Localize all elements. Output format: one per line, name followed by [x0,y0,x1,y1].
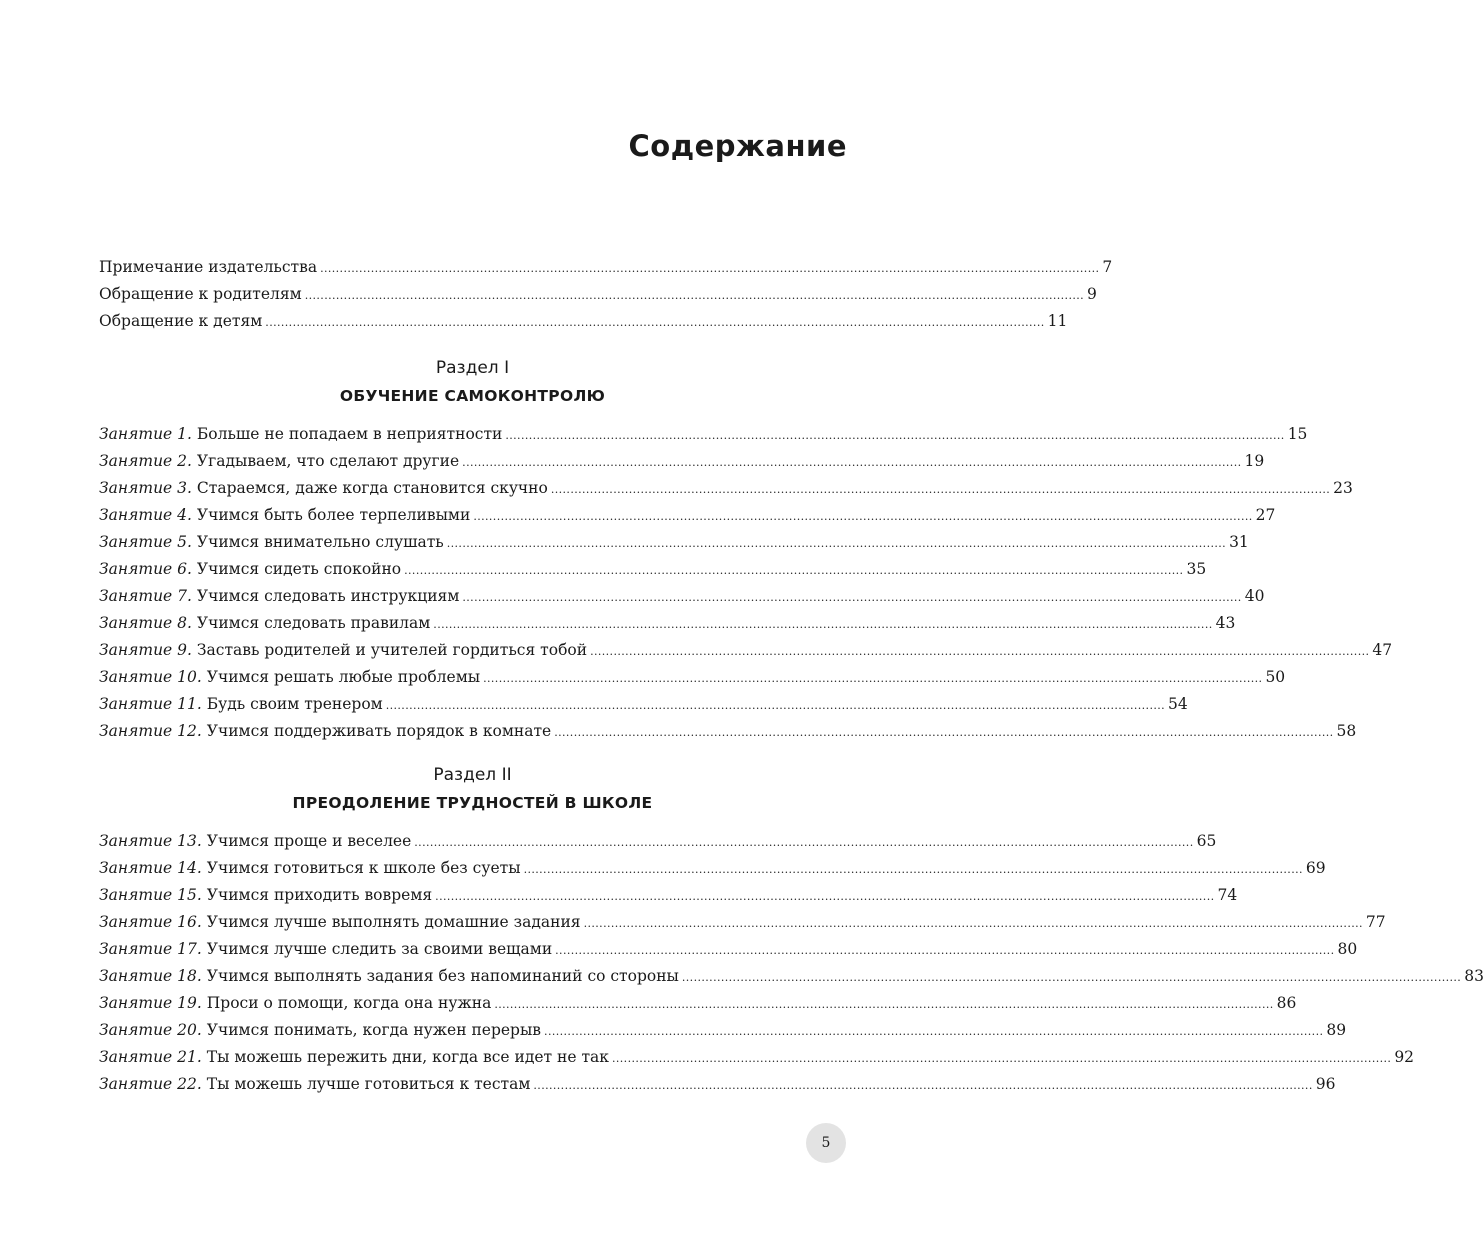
lesson-title: Учимся решать любые проблемы [206,668,481,686]
toc-entry-page: 65 [1196,832,1217,850]
dot-leader: ........................................................................................................................................................................................................ [533,1079,1313,1092]
toc-entry-label [99,610,430,637]
toc-entry[interactable] [99,1017,1347,1044]
toc-entry[interactable] [99,610,1236,637]
toc-entry-label [99,828,411,855]
toc-entry[interactable] [99,529,1249,556]
toc-entry-label: Обращение к детям [99,312,263,330]
toc-entry[interactable] [99,909,1386,936]
toc-entry-page: 86 [1276,994,1297,1012]
toc-entry-label [99,963,679,990]
toc-entry[interactable] [99,254,1113,281]
dot-leader: ........................................................................................................................................................................................................ [320,262,1100,275]
lesson-title: Стараемся, даже когда становится скучно [196,479,548,497]
toc-entry-page: 43 [1215,614,1236,632]
toc-entry-label: Обращение к родителям [99,285,302,303]
toc-entry-page: 83 [1464,967,1484,985]
toc-entry-label [99,421,502,448]
section-title: ПРЕОДОЛЕНИЕ ТРУДНОСТЕЙ В ШКОЛЕ [292,794,653,812]
section-name: Раздел I [435,358,510,378]
lesson-title: Учимся готовиться к школе без суеты [206,859,521,877]
toc-entry[interactable] [99,990,1297,1017]
lesson-title: Угадываем, что сделают другие [196,452,460,470]
toc-entry-page: 96 [1315,1075,1336,1093]
dot-leader: ........................................................................................................................................................................................................ [304,289,1085,302]
toc-entry-page: 58 [1336,722,1357,740]
lesson-title: Учимся следовать инструкциям [196,587,460,605]
lesson-number: Занятие 16. [99,913,202,931]
toc-entry[interactable] [99,855,1326,882]
toc-entry-label [99,637,587,664]
dot-leader: ........................................................................................................................................................................................................ [611,1052,1392,1065]
dot-leader: ........................................................................................................................................................................................................ [494,998,1274,1011]
dot-leader: ........................................................................................................................................................................................................ [446,537,1227,550]
lesson-number: Занятие 7. [99,587,192,605]
dot-leader: ........................................................................................................................................................................................................ [681,971,1462,984]
lesson-title: Учимся следовать правилам [196,614,431,632]
toc-section-1 [99,421,1393,745]
dot-leader: ........................................................................................................................................................................................................ [483,672,1263,685]
toc-entry[interactable] [99,308,1068,335]
toc-entry-label [99,718,551,745]
toc-entry-page: 40 [1244,587,1265,605]
lesson-number: Занятие 21. [99,1048,202,1066]
toc-entry-page: 69 [1305,859,1326,877]
dot-leader: ........................................................................................................................................................................................................ [462,591,1242,604]
lesson-number: Занятие 15. [99,886,202,904]
lesson-number: Занятие 2. [99,452,192,470]
toc-entry-label [99,882,432,909]
dot-leader: ........................................................................................................................................................................................................ [385,699,1166,712]
toc-entry[interactable] [99,963,1484,990]
toc-entry-label [99,475,548,502]
toc-entry-label [99,1044,609,1071]
toc-entry-label [99,1071,530,1098]
lesson-title: Учимся быть более терпеливыми [196,506,471,524]
lesson-title: Проси о помощи, когда она нужна [206,994,492,1012]
toc-entry-label [99,448,459,475]
lesson-title: Ты можешь лучше готовиться к тестам [206,1075,531,1093]
dot-leader: ........................................................................................................................................................................................................ [265,316,1045,329]
toc-entry-page: 74 [1217,886,1238,904]
toc-entry-label [99,583,459,610]
toc-entry-label [99,664,480,691]
lesson-title: Будь своим тренером [206,695,383,713]
toc-entry-page: 35 [1186,560,1207,578]
lesson-number: Занятие 14. [99,859,202,877]
section-header [99,356,846,408]
toc-entry[interactable] [99,664,1286,691]
toc-entry-page: 50 [1265,668,1286,686]
toc-entry[interactable] [99,583,1265,610]
toc-entry[interactable] [99,281,1097,308]
lesson-title: Учимся проще и веселее [206,832,412,850]
toc-entry[interactable] [99,1071,1336,1098]
lesson-number: Занятие 6. [99,560,192,578]
lesson-number: Занятие 10. [99,668,202,686]
lesson-number: Занятие 11. [99,695,202,713]
toc-entry-label: Примечание издательства [99,258,318,276]
dot-leader: ........................................................................................................................................................................................................ [433,618,1213,631]
lesson-number: Занятие 13. [99,832,202,850]
lesson-number: Занятие 3. [99,479,192,497]
dot-leader: ........................................................................................................................................................................................................ [473,510,1253,523]
toc-entry-label [99,936,552,963]
lesson-title: Заставь родителей и учителей гордиться тобой [196,641,588,659]
toc-entry-page: 92 [1394,1048,1415,1066]
lesson-title: Учимся лучше выполнять домашние задания [206,913,581,931]
toc-entry-page: 11 [1047,312,1068,330]
lesson-number: Занятие 8. [99,614,192,632]
toc-entry-page: 89 [1326,1021,1347,1039]
toc-entry-label [99,529,444,556]
lesson-title: Учимся выполнять задания без напоминаний со стороны [206,967,679,985]
toc-entry-label [99,855,521,882]
toc-entry-label [99,691,383,718]
dot-leader: ........................................................................................................................................................................................................ [404,564,1184,577]
toc-entry-page: 31 [1229,533,1249,551]
toc-entry[interactable] [99,448,1265,475]
page-number: 5 [806,1123,846,1163]
lesson-number: Занятие 17. [99,940,202,958]
toc-entry[interactable] [99,882,1238,909]
lesson-number: Занятие 5. [99,533,192,551]
lesson-title: Учимся лучше следить за своими вещами [206,940,553,958]
lesson-title: Учимся поддерживать порядок в комнате [206,722,552,740]
lesson-number: Занятие 9. [99,641,192,659]
lesson-number: Занятие 20. [99,1021,202,1039]
toc-entry-page: 80 [1337,940,1358,958]
section-title: ОБУЧЕНИЕ САМОКОНТРОЛЮ [339,387,606,405]
toc-entry-page: 15 [1287,425,1308,443]
lesson-title: Больше не попадаем в неприятности [196,425,503,443]
toc-entry[interactable] [99,502,1276,529]
toc-entry-page: 47 [1372,641,1393,659]
toc-entry[interactable] [99,637,1393,664]
toc-entry[interactable] [99,1044,1415,1071]
toc-entry-label [99,990,491,1017]
toc-intro [99,254,1113,335]
toc-entry[interactable] [99,556,1207,583]
toc-entry[interactable] [99,691,1188,718]
dot-leader: ........................................................................................................................................................................................................ [505,429,1285,442]
toc-entry-page: 23 [1333,479,1353,497]
lesson-number: Занятие 18. [99,967,202,985]
toc-entry-page: 27 [1255,506,1276,524]
lesson-number: Занятие 12. [99,722,202,740]
dot-leader: ........................................................................................................................................................................................................ [435,890,1215,903]
section-name: Раздел II [433,765,512,785]
dot-leader: ........................................................................................................................................................................................................ [523,863,1303,876]
lesson-number: Занятие 4. [99,506,192,524]
toc-entry-page: 54 [1168,695,1188,713]
dot-leader: ........................................................................................................................................................................................................ [590,645,1370,658]
dot-leader: ........................................................................................................................................................................................................ [414,836,1194,849]
lesson-number: Занятие 1. [99,425,192,443]
dot-leader: ........................................................................................................................................................................................................ [555,944,1335,957]
page-title: Содержание [628,129,847,163]
dot-leader: ........................................................................................................................................................................................................ [583,917,1363,930]
lesson-number: Занятие 22. [99,1075,202,1093]
lesson-number: Занятие 19. [99,994,202,1012]
dot-leader: ........................................................................................................................................................................................................ [462,456,1242,469]
toc-entry-label [99,556,401,583]
toc-entry-label [99,502,470,529]
toc-entry[interactable] [99,936,1358,963]
toc-entry[interactable] [99,828,1217,855]
toc-entry[interactable] [99,475,1353,502]
toc-section-2 [99,828,1484,1098]
dot-leader: ........................................................................................................................................................................................................ [550,483,1331,496]
section-header [99,763,846,815]
lesson-title: Учимся приходить вовремя [206,886,433,904]
lesson-title: Учимся внимательно слушать [196,533,444,551]
toc-entry[interactable] [99,718,1357,745]
toc-entry-page: 7 [1102,258,1113,276]
lesson-title: Учимся понимать, когда нужен перерыв [206,1021,542,1039]
dot-leader: ........................................................................................................................................................................................................ [544,1025,1324,1038]
toc-entry-page: 9 [1087,285,1097,303]
lesson-title: Ты можешь пережить дни, когда все идет не так [206,1048,609,1066]
toc-entry-page: 77 [1365,913,1386,931]
lesson-title: Учимся сидеть спокойно [196,560,402,578]
toc-entry[interactable] [99,421,1308,448]
toc-entry-page: 19 [1244,452,1265,470]
toc-entry-label [99,1017,541,1044]
toc-entry-label [99,909,581,936]
dot-leader: ........................................................................................................................................................................................................ [554,726,1334,739]
